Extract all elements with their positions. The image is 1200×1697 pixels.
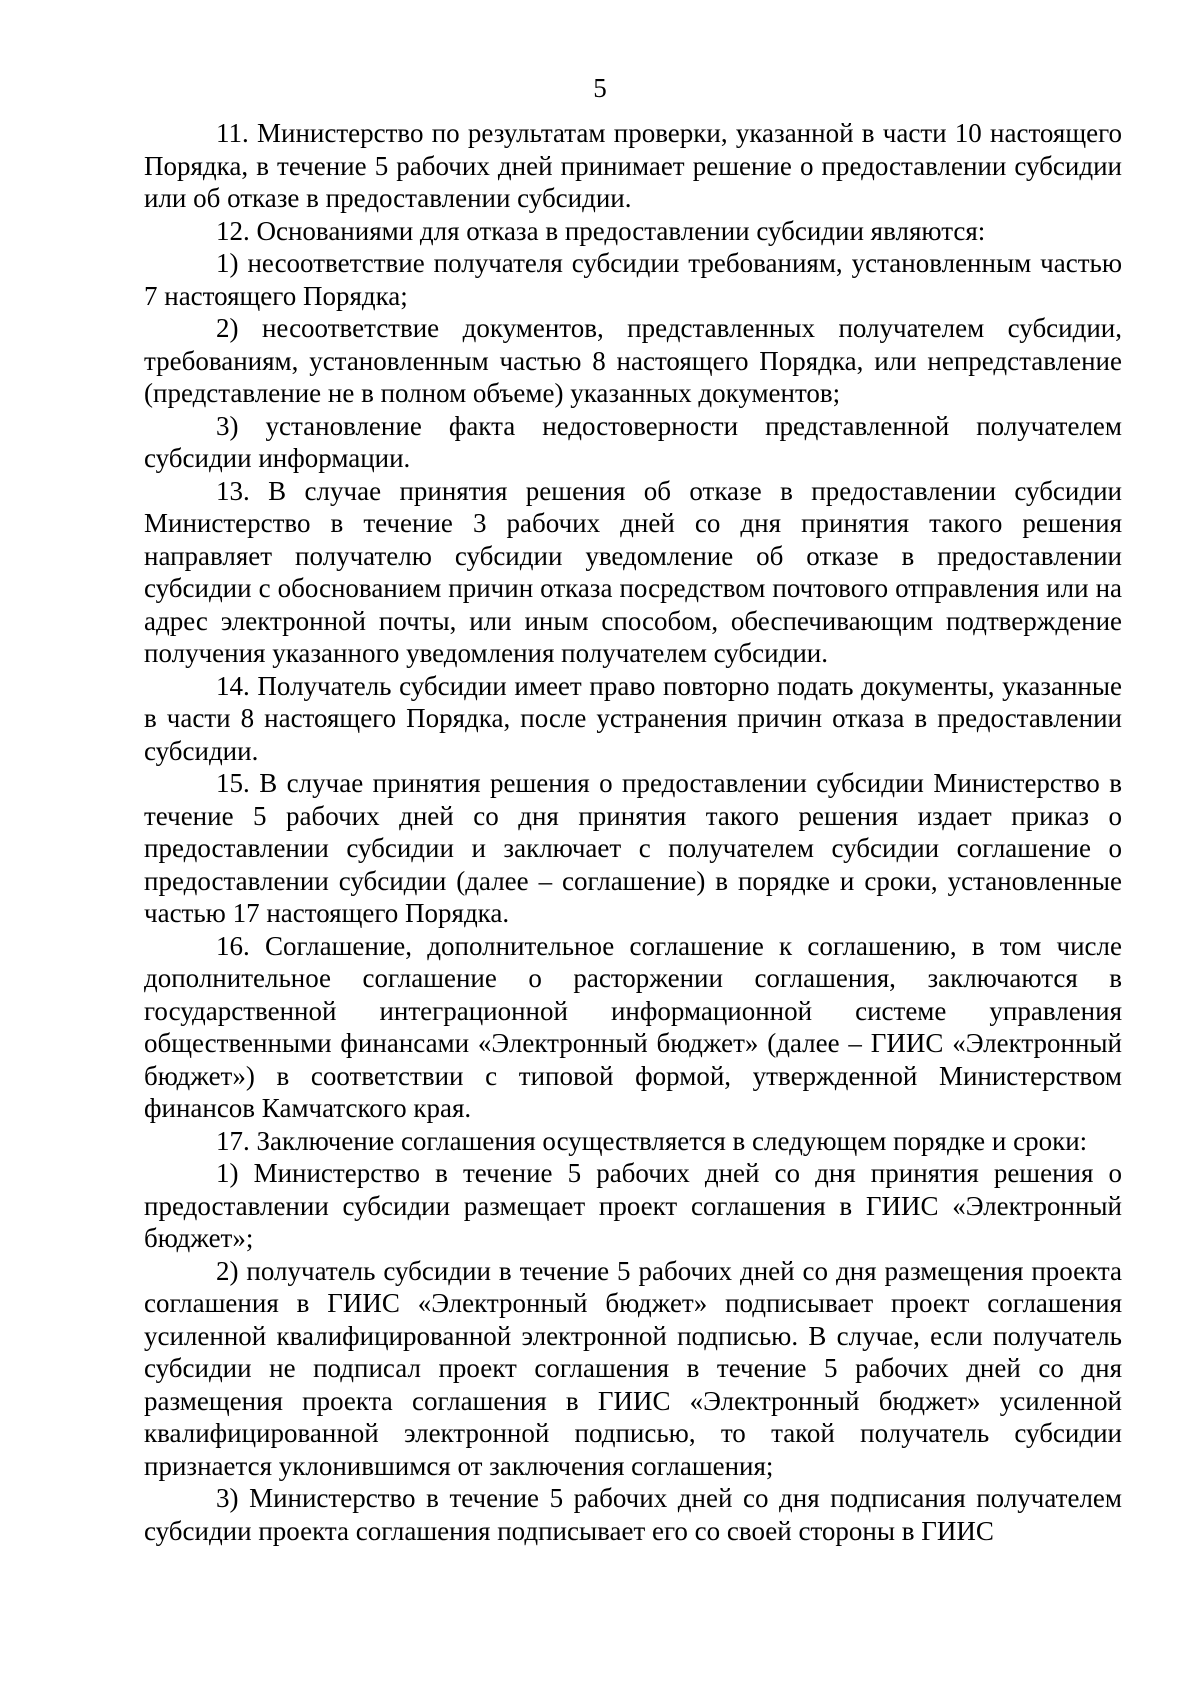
- document-body: [144, 117, 1122, 1547]
- paragraph-11: 11. Министерство по результатам проверки, указанной в части 10 настоящего Порядка, в течение 5 рабочих дней принимает решение о предоставлении субсидии или об отказе в предоставлении субсидии.: [144, 118, 1122, 213]
- paragraph-14: 14. Получатель субсидии имеет право повторно подать документы, указанные в части 8 настоящего Порядка, после устранения причин отказа в предоставлении субсидии.: [144, 670, 1122, 766]
- paragraph-15: 15. В случае принятия решения о предоставлении субсидии Министерство в течение 5 рабочих дней со дня принятия такого решения издает приказ о предоставлении субсидии и заключает с получателем субсидии соглашение о предоставлении субсидии (далее – соглашение) в порядке и сроки, установленные частью 17 настоящего Порядка.: [144, 768, 1122, 928]
- page-number: 5: [593, 73, 607, 103]
- paragraph-12-item-1: 1) несоответствие получателя субсидии требованиям, установленным частью 7 настоящего Порядка;: [144, 248, 1122, 311]
- paragraph-13: 13. В случае принятия решения об отказе в предоставлении субсидии Министерство в течение 3 рабочих дней со дня принятия такого решения направляет получателю субсидии уведомление об отказе в предоставлении субсидии с обоснованием причин отказа посредством почтового отправления или на адрес электронной почты, или иным способом, обеспечивающим подтверждение получения указанного уведомления получателем субсидии.: [144, 475, 1122, 668]
- paragraph-16: 16. Соглашение, дополнительное соглашение к соглашению, в том числе дополнительное соглашение о расторжении соглашения, заключаются в государственной интеграционной информационной системе управления общественными финансами «Электронный бюджет» (далее – ГИИС «Электронный бюджет») в соответствии с типовой формой, утвержденной Министерством финансов Камчатского края.: [144, 930, 1122, 1123]
- paragraph-17-item-2: 2) получатель субсидии в течение 5 рабочих дней со дня размещения проекта соглашения в ГИИС «Электронный бюджет» подписывает проект соглашения усиленной квалифицированной электронной подписью. В случае, если получатель субсидии не подписал проект соглашения в течение 5 рабочих дней со дня размещения проекта соглашения в ГИИС «Электронный бюджет» усиленной квалифицированной электронной подписью, то такой получатель субсидии признается уклонившимся от заключения соглашения;: [144, 1255, 1122, 1481]
- paragraph-17-item-1: 1) Министерство в течение 5 рабочих дней со дня принятия решения о предоставлении субсидии размещает проект соглашения в ГИИС «Электронный бюджет»;: [144, 1158, 1122, 1253]
- paragraph-17: 17. Заключение соглашения осуществляется в следующем порядке и сроки:: [216, 1125, 1088, 1156]
- paragraph-12-item-2: 2) несоответствие документов, представленных получателем субсидии, требованиям, установленным частью 8 настоящего Порядка, или непредставление (представление не в полном объеме) указанных документов;: [144, 313, 1122, 408]
- paragraph-12: 12. Основаниями для отказа в предоставлении субсидии являются:: [216, 215, 986, 246]
- paragraph-12-item-3: 3) установление факта недостоверности представленной получателем субсидии информации.: [144, 410, 1122, 473]
- paragraph-17-item-3: 3) Министерство в течение 5 рабочих дней со дня подписания получателем субсидии проекта соглашения подписывает его со своей стороны в ГИИС: [144, 1483, 1122, 1546]
